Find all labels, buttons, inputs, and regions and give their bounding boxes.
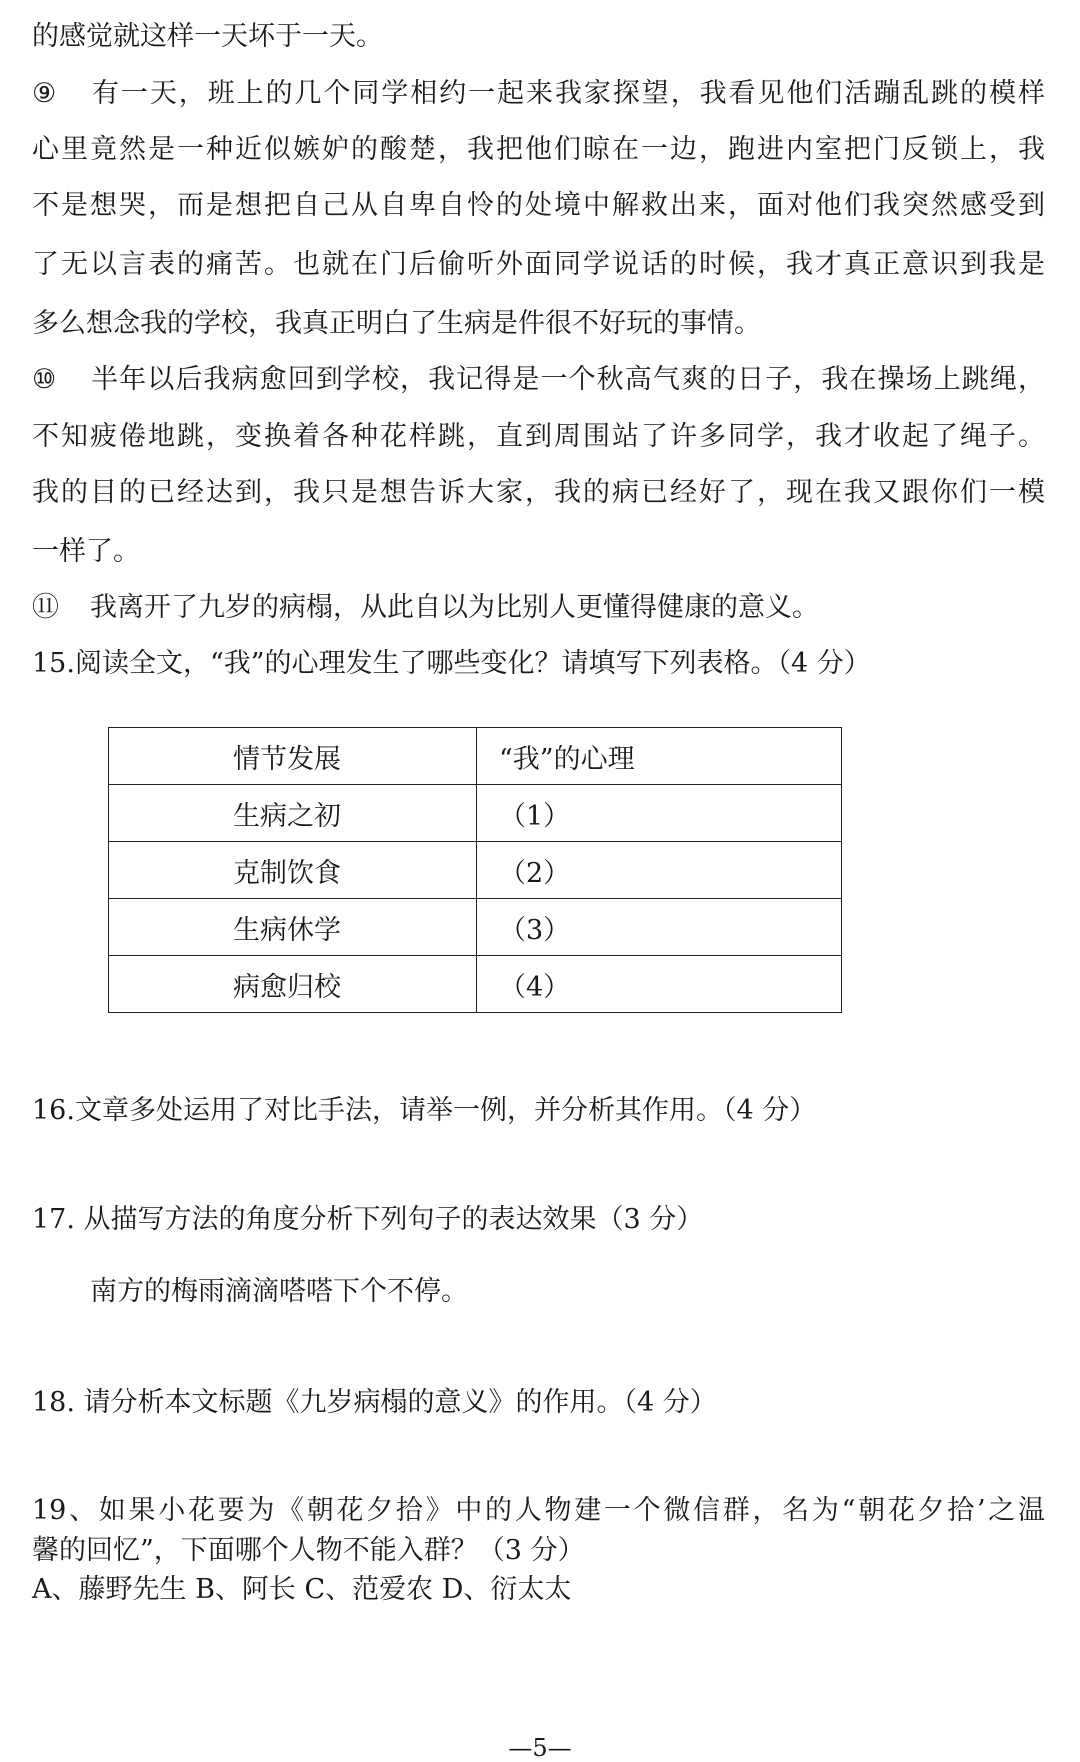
paragraph-9-line — [32, 74, 1045, 114]
table-header-row — [109, 728, 842, 785]
page-number: —5— — [508, 1734, 572, 1762]
text: 有一天，班上的几个同学相约一起来我家探望，我看见他们活蹦乱跳的模样 — [90, 78, 1045, 109]
paragraph-10-line: 我的目的已经达到，我只是想告诉大家，我的病已经好了，现在我又跟你们一模 — [32, 477, 1045, 508]
paragraph-10-line: 一样了。 — [32, 536, 140, 567]
question-18: 18. 请分析本文标题《九岁病榻的意义》的作用。（4 分） — [32, 1387, 717, 1418]
paragraph-10-line: 不知疲倦地跳，变换着各种花样跳，直到周围站了许多同学，我才收起了绳子。 — [32, 421, 1045, 452]
plot-cell: 病愈归校 — [109, 956, 477, 1013]
question-19-options: A、藤野先生 B、阿长 C、范爱农 D、衍太太 — [32, 1574, 572, 1605]
paragraph-number: ⑨ — [32, 78, 57, 109]
plot-cell: 生病休学 — [109, 899, 477, 956]
paragraph-number: ⑪ — [32, 592, 59, 623]
table-row — [109, 785, 842, 842]
paragraph-11-line — [32, 588, 1045, 628]
question-15: 15.阅读全文，“我”的心理发生了哪些变化？请填写下列表格。（4 分） — [32, 648, 871, 679]
answer-cell[interactable]: （1） — [477, 785, 842, 842]
question-17: 17. 从描写方法的角度分析下列句子的表达效果（3 分） — [32, 1204, 704, 1235]
header-cell: “我”的心理 — [477, 728, 842, 785]
question-16: 16.文章多处运用了对比手法，请举一例，并分析其作用。（4 分） — [32, 1095, 817, 1126]
paragraph-9-line: 多么想念我的学校，我真正明白了生病是件很不好玩的事情。 — [32, 308, 761, 339]
paragraph-number: ⑩ — [32, 364, 57, 395]
psychology-table — [108, 727, 842, 1013]
table-row — [109, 956, 842, 1013]
plot-cell: 克制饮食 — [109, 842, 477, 899]
paragraph-9-line: 心里竟然是一种近似嫉妒的酸楚，我把他们晾在一边，跑进内室把门反锁上，我 — [32, 134, 1045, 165]
header-cell: 情节发展 — [109, 728, 477, 785]
answer-cell[interactable]: （4） — [477, 956, 842, 1013]
paragraph-9-line: 不是想哭，而是想把自己从自卑自怜的处境中解救出来，面对他们我突然感受到 — [32, 190, 1045, 221]
question-19-cont: 馨的回忆”，下面哪个人物不能入群？（3 分） — [32, 1535, 585, 1566]
question-19: 19、如果小花要为《朝花夕拾》中的人物建一个微信群，名为“朝花夕拾’之温 — [32, 1495, 1045, 1526]
answer-cell[interactable]: （3） — [477, 899, 842, 956]
table-row — [109, 842, 842, 899]
paragraph-10-line — [32, 360, 1045, 400]
answer-cell[interactable]: （2） — [477, 842, 842, 899]
paragraph-9-line: 了无以言表的痛苦。也就在门后偷听外面同学说话的时候，我才真正意识到我是 — [32, 249, 1045, 280]
passage-line: 的感觉就这样一天坏于一天。 — [32, 21, 383, 52]
plot-cell: 生病之初 — [109, 785, 477, 842]
text: 半年以后我病愈回到学校，我记得是一个秋高气爽的日子，我在操场上跳绳， — [90, 364, 1045, 395]
question-17-sentence: 南方的梅雨滴滴嗒嗒下个不停。 — [90, 1276, 468, 1307]
table-row — [109, 899, 842, 956]
text: 我离开了九岁的病榻，从此自以为比别人更懂得健康的意义。 — [90, 592, 819, 623]
